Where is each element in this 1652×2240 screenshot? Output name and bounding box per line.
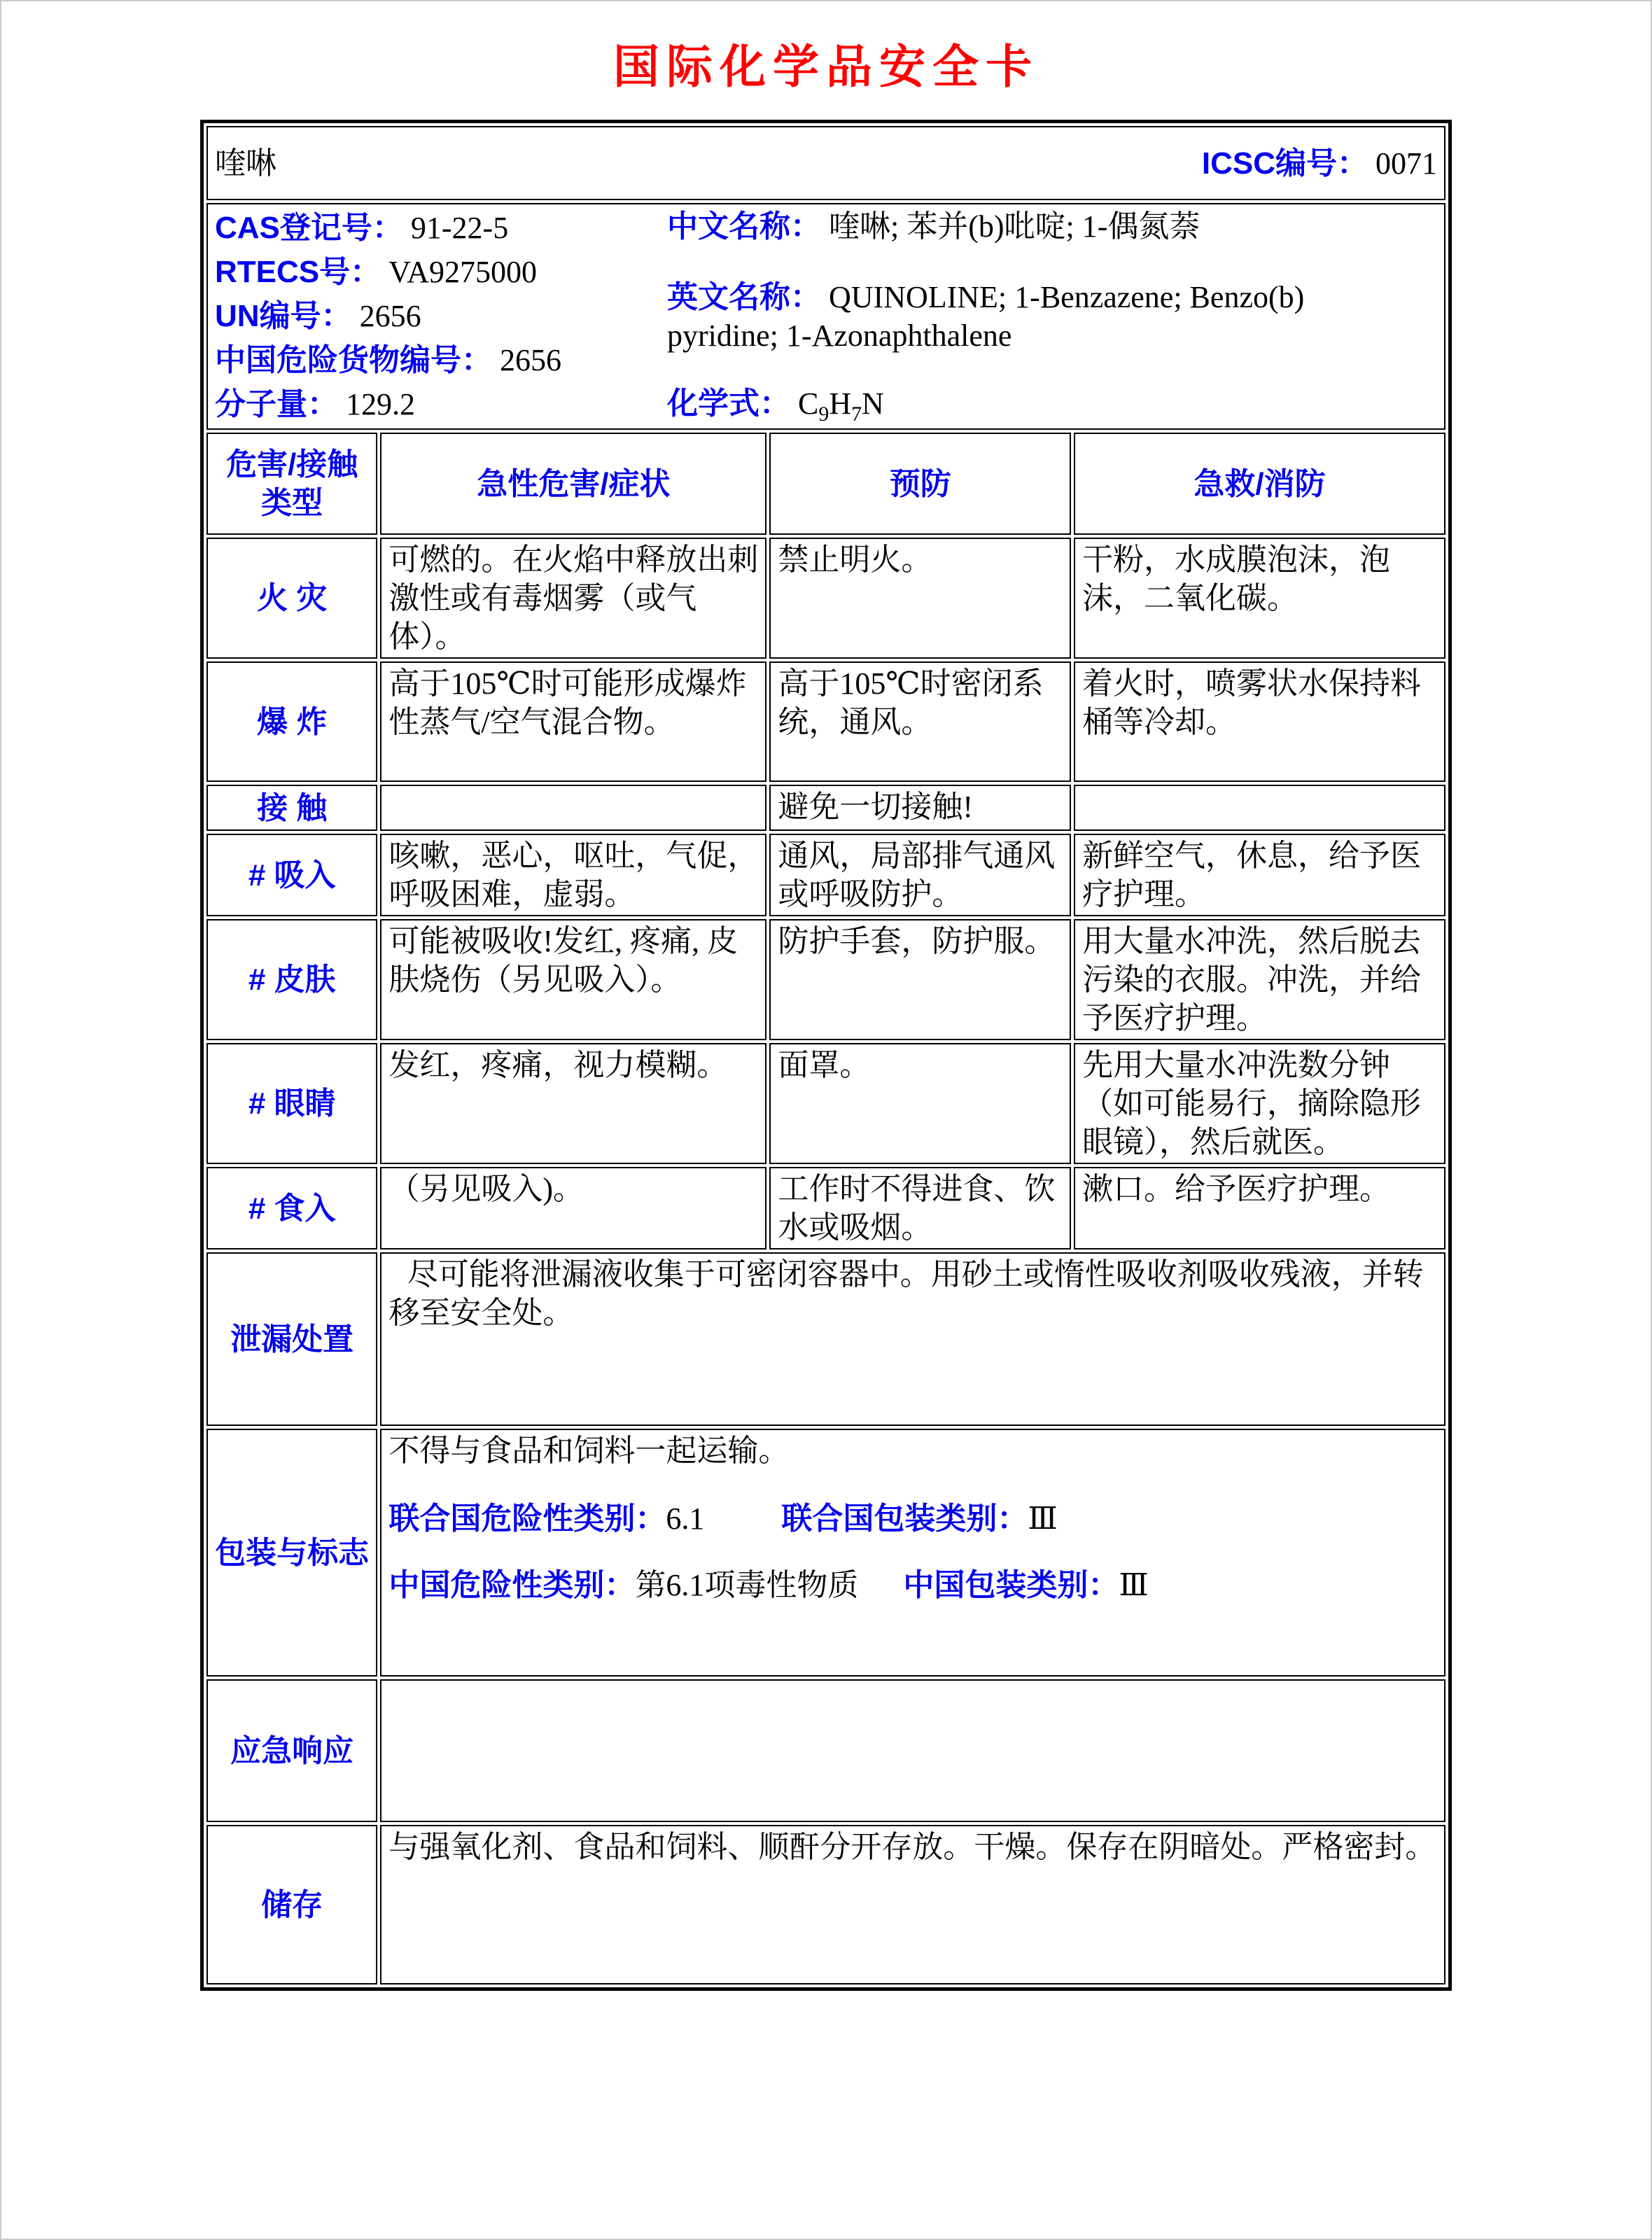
icsc-number-label: ICSC编号： [1201,146,1368,181]
skin-prevention-cell: 防护手套，防护服。 [769,919,1071,1040]
cas-label: CAS登记号： [215,211,403,245]
formula-value: $C_9H_7N$ [798,386,884,426]
identity-right-column [663,206,1437,427]
row-label-storage: 储存 [206,1825,377,1984]
un-pack-label: 联合国包装类别： [781,1502,1028,1536]
en-name-label: 英文名称： [667,280,821,314]
row-label-fire: 火 灾 [206,538,377,659]
fire-prevention-cell: 禁止明火。 [769,538,1071,659]
cn-pack-label: 中国包装类别： [903,1568,1119,1603]
packaging-text-cell [380,1429,1446,1676]
rtecs-value: VA9275000 [388,255,538,289]
hazard-row-explosion [206,662,1446,782]
hazard-row-ingestion [206,1167,1446,1250]
chinese-name-line [667,207,1437,246]
identity-cell [206,203,1446,430]
un-class-label: 联合国危险性类别： [388,1502,666,1536]
packaging-un-line [388,1499,1437,1538]
col-header-first-aid: 急救/消防 [1074,433,1446,535]
col-header-prevention: 预防 [769,433,1071,535]
packaging-transport-line: 不得与食品和饲料一起运输。 [388,1434,790,1469]
row-label-contact: 接 触 [206,785,377,831]
en-name-value-line2: pyridine; 1-Azonaphthalene [667,318,1012,353]
cn-dg-label: 中国危险货物编号： [215,343,492,377]
zh-name-value: 喹啉; 苯并(b)吡啶; 1-偶氮萘 [829,209,1200,244]
eyes-prevention-cell: 面罩。 [769,1043,1071,1164]
hazard-row-inhalation [206,834,1446,916]
zh-name-label: 中文名称： [667,209,821,244]
storage-text-cell: 与强氧化剂、食品和饲料、顺酐分开存放。干燥。保存在阴暗处。严格密封。 [380,1825,1446,1984]
explosion-response-cell: 着火时，喷雾状水保持料桶等冷却。 [1074,662,1446,782]
un-class-value: 6.1 [666,1502,705,1536]
inhalation-prevention-cell: 通风，局部排气通风或呼吸防护。 [769,834,1071,916]
mw-value: 129.2 [346,387,415,421]
hazard-row-skin [206,919,1446,1040]
skin-symptoms-cell: 可能被吸收!发红, 疼痛, 皮肤烧伤（另见吸入）。 [380,919,766,1040]
cn-dg-number-line [215,338,663,382]
row-label-explosion: 爆 炸 [206,662,377,782]
english-name-block [667,278,1437,355]
section-row-spill [206,1252,1446,1426]
explosion-prevention-cell: 高于105℃时密闭系统，通风。 [769,662,1071,782]
hazard-row-eyes [206,1043,1446,1164]
cn-dg-value: 2656 [500,343,561,377]
icsc-number [1202,144,1437,183]
mw-label: 分子量： [215,387,338,421]
explosion-symptoms-cell: 高于105℃时可能形成爆炸性蒸气/空气混合物。 [380,662,766,782]
spill-text-cell [380,1252,1446,1426]
ingestion-symptoms-cell: （另见吸入)。 [380,1167,766,1250]
molecular-weight-line [215,382,663,426]
un-value: 2656 [359,299,421,333]
ingestion-response-cell: 漱口。给予医疗护理。 [1074,1167,1446,1250]
eyes-symptoms-cell: 发红，疼痛，视力模糊。 [380,1043,766,1164]
icsc-number-value: 0071 [1376,146,1437,181]
hazard-row-contact [206,785,1446,831]
contact-response-cell [1074,785,1446,831]
en-name-value-line1: QUINOLINE; 1-Benzazene; Benzo(b) [829,280,1305,314]
formula-line [667,384,1437,427]
contact-prevention-cell: 避免一切接触! [769,785,1071,831]
row-label-inhalation: # 吸入 [206,834,377,916]
row-label-eyes: # 眼睛 [206,1043,377,1164]
cn-class-label: 中国危险性类别： [388,1568,636,1603]
formula-label: 化学式： [667,386,790,421]
hazard-row-fire [206,538,1446,659]
rtecs-number-line [215,250,663,294]
row-label-ingestion: # 食入 [206,1167,377,1250]
rtecs-label: RTECS号： [215,255,382,289]
card-header-row [206,126,1446,200]
skin-response-cell: 用大量水冲洗，然后脱去污染的衣服。冲洗，并给予医疗护理。 [1074,919,1446,1040]
substance-name: 喹啉 [215,146,276,181]
section-row-emergency [206,1679,1446,1822]
inhalation-response-cell: 新鲜空气，休息，给予医疗护理。 [1074,834,1446,916]
section-row-packaging [206,1429,1446,1676]
un-label: UN编号： [215,299,352,333]
col-header-hazard-type: 危害/接触类型 [206,433,377,535]
icsc-table [200,120,1452,1991]
un-pack-value: Ⅲ [1028,1502,1058,1536]
row-label-emergency: 应急响应 [206,1679,377,1822]
un-number-line [215,294,663,338]
eyes-response-cell: 先用大量水冲洗数分钟（如可能易行，摘除隐形眼镜），然后就医。 [1074,1043,1446,1164]
page-title: 国际化学品安全卡 [613,41,1039,92]
inhalation-symptoms-cell: 咳嗽，恶心，呕吐，气促，呼吸困难，虚弱。 [380,834,766,916]
ingestion-prevention-cell: 工作时不得进食、饮水或吸烟。 [769,1167,1071,1250]
cn-class-value: 第6.1项毒性物质 [635,1568,859,1603]
fire-response-cell: 干粉，水成膜泡沫，泡沫，二氧化碳。 [1074,538,1446,659]
identity-left-column [215,206,663,427]
packaging-cn-line [388,1566,1437,1604]
row-label-skin: # 皮肤 [206,919,377,1040]
fire-symptoms-cell: 可燃的。在火焰中释放出刺激性或有毒烟雾（或气体）。 [380,538,766,659]
row-label-spill: 泄漏处置 [206,1252,377,1426]
emergency-text-cell [380,1679,1446,1822]
identity-row [206,203,1446,430]
cas-number-line [215,206,663,250]
col-header-symptoms: 急性危害/症状 [380,433,766,535]
contact-symptoms-cell [380,785,766,831]
section-row-storage [206,1825,1446,1984]
spill-text: 尽可能将泄漏液收集于可密闭容器中。用砂土或惰性吸收剂吸收残液，并转移至安全处。 [388,1257,1424,1331]
row-label-packaging: 包装与标志 [206,1429,377,1676]
cas-value: 91-22-5 [410,211,509,245]
cn-pack-value: Ⅲ [1119,1568,1149,1603]
hazard-header-row [206,433,1446,535]
card-header-cell [206,126,1446,200]
